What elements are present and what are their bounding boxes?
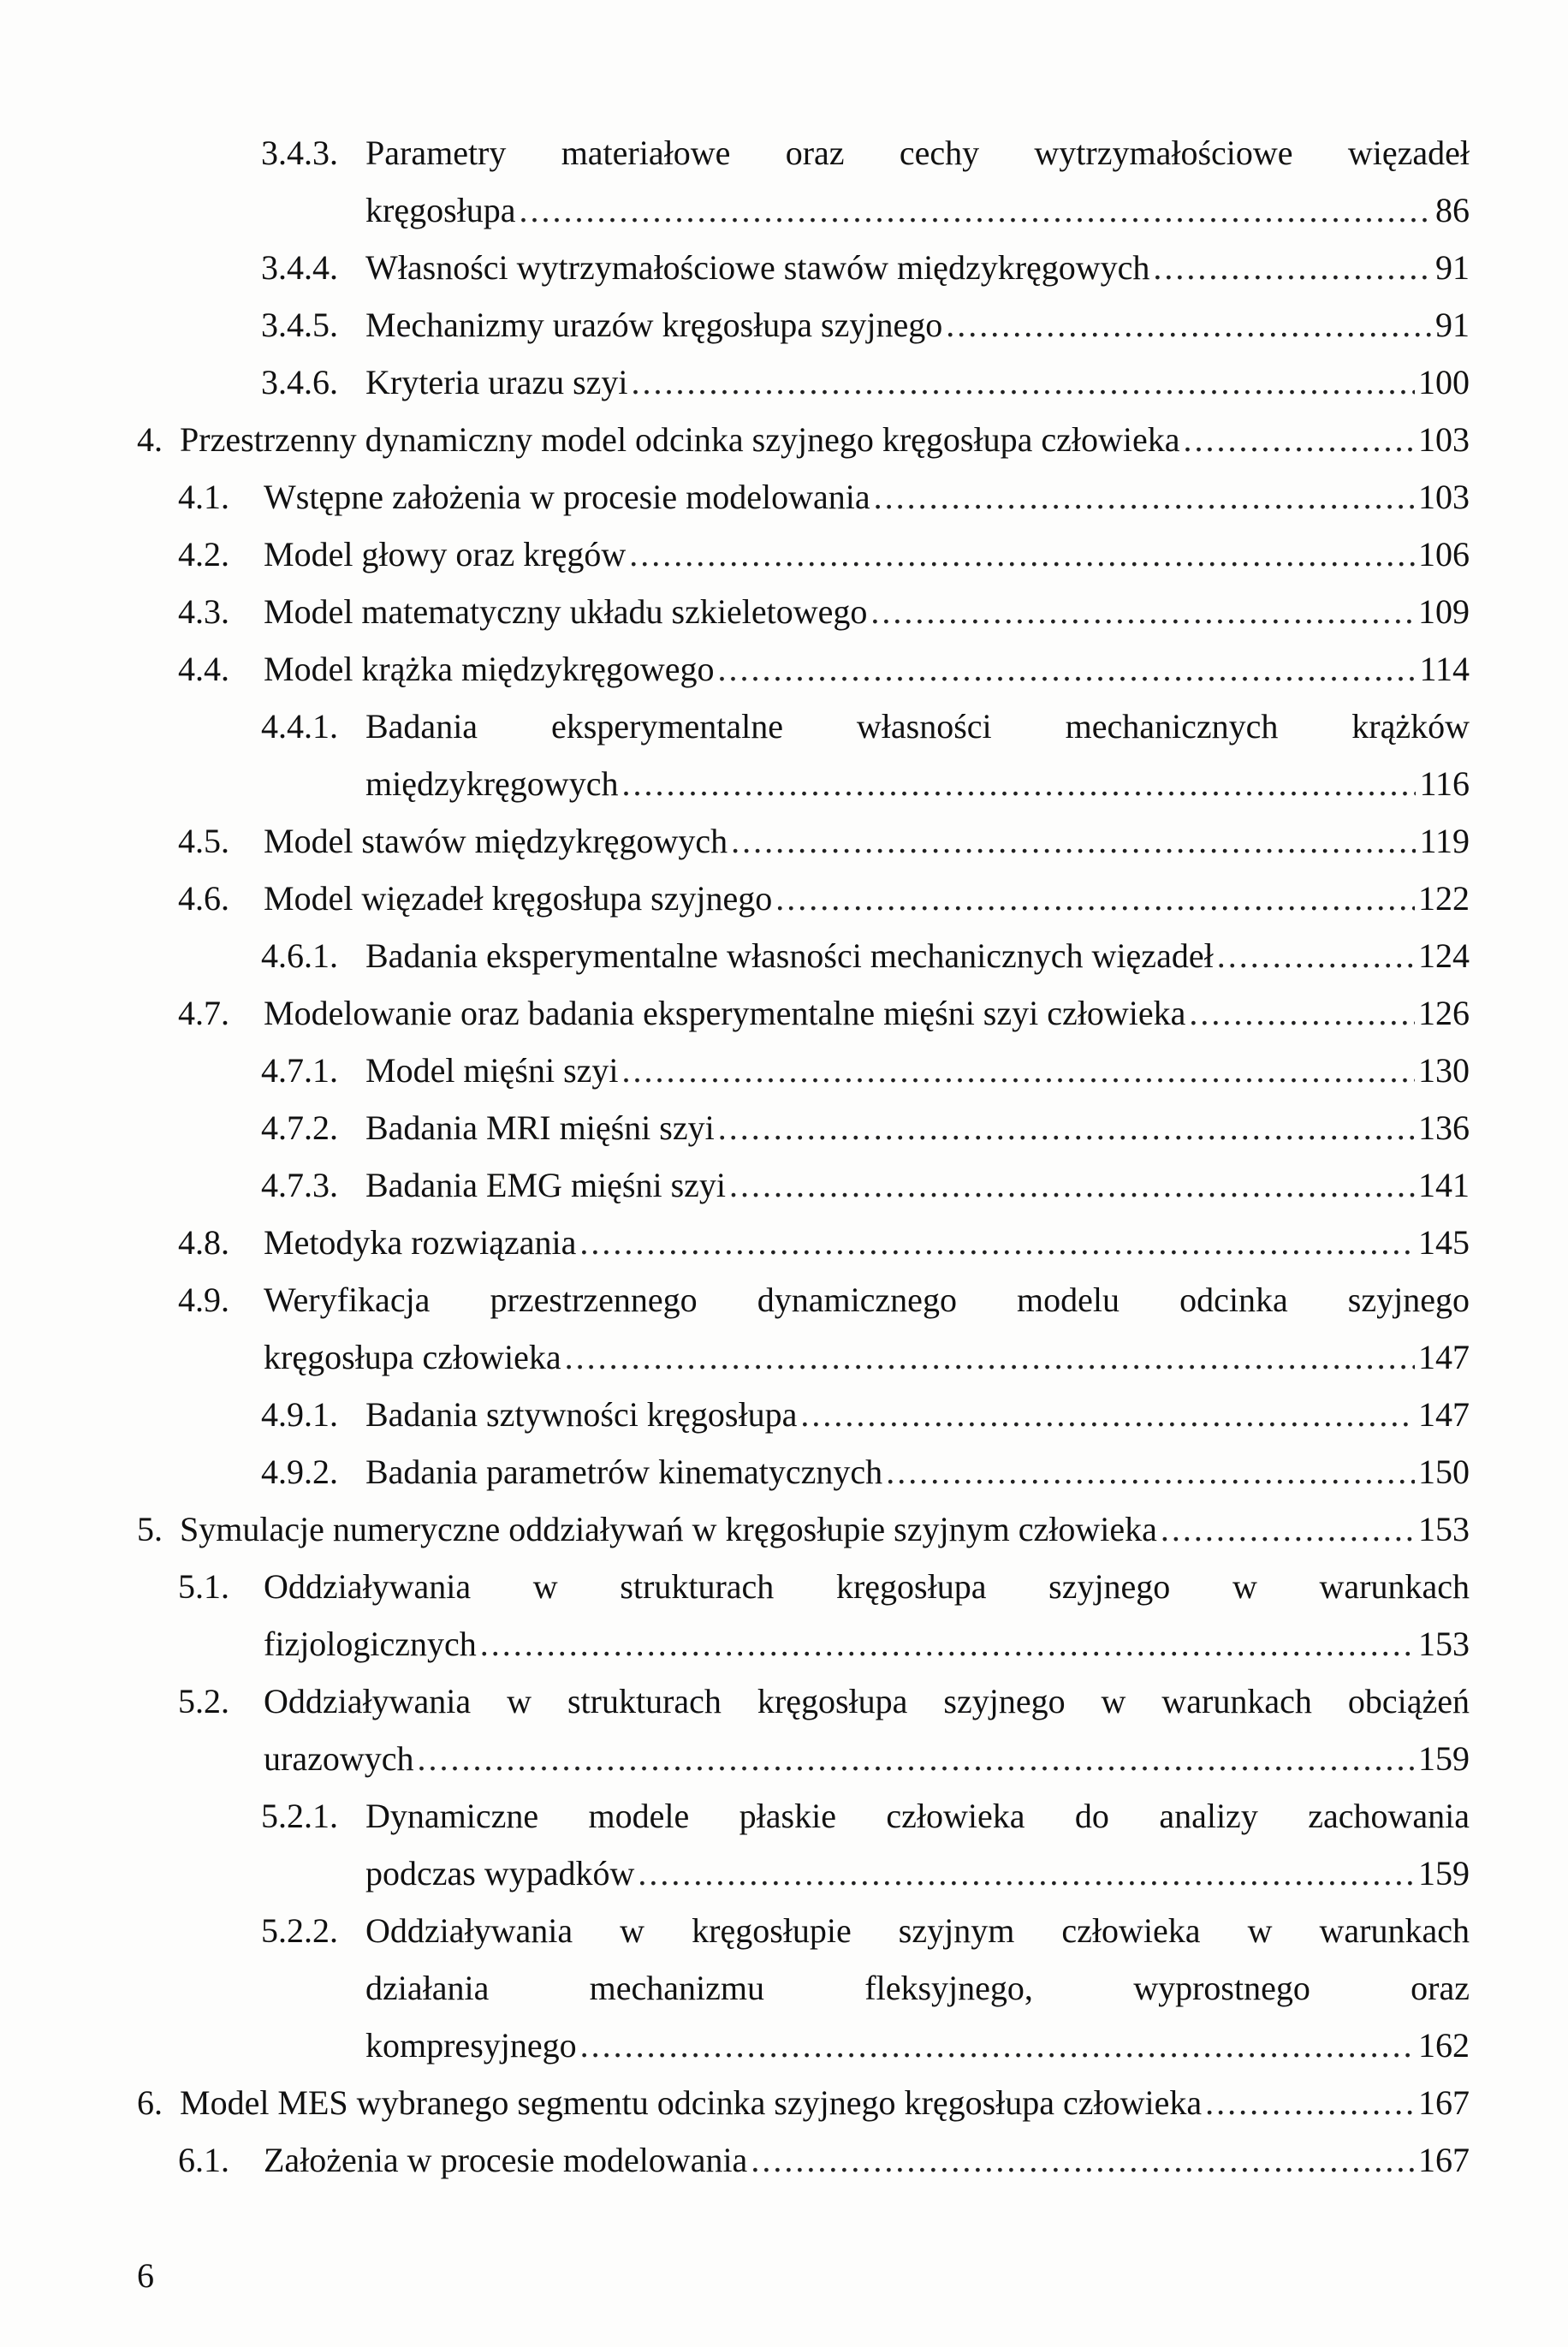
- toc-entry-page: 126: [1418, 994, 1470, 1032]
- toc-entry-last-line: [365, 1156, 1470, 1214]
- toc-entry-title: Model MES wybranego segmentu odcinka szyjnego kręgosłupa człowieka: [180, 2083, 1203, 2122]
- toc-entry-last-line: [365, 1443, 1470, 1500]
- dot-leader: [638, 1845, 1415, 1902]
- dot-leader: [1217, 927, 1415, 984]
- toc-entry-number: 4.4.: [178, 650, 229, 688]
- toc-entry-title-line: Oddziaływania w strukturach kręgosłupa szyjnego w warunkach: [264, 1567, 1470, 1606]
- toc-entry-title-line: Badania eksperymentalne własności mechanicznych krążków: [365, 707, 1470, 746]
- dot-leader: [874, 468, 1415, 526]
- toc-entry-last-line: [365, 296, 1470, 354]
- toc-entry-last-line: [180, 2074, 1470, 2131]
- toc-entry-title-line: działania mechanizmu fleksyjnego, wyprostnego oraz: [365, 1969, 1470, 2007]
- toc-entry-last-line: [264, 640, 1470, 698]
- dot-leader: [579, 1214, 1415, 1271]
- toc-entry-title: Model mięśni szyi: [365, 1051, 619, 1090]
- toc-entry-title: Założenia w procesie modelowania: [264, 2141, 748, 2179]
- toc-entry: [0, 1500, 1568, 1558]
- dot-leader: [417, 1730, 1415, 1787]
- toc-entry: [0, 1902, 1568, 2074]
- toc-entry: [0, 2074, 1568, 2131]
- toc-entry: [0, 1271, 1568, 1386]
- dot-leader: [1205, 2074, 1415, 2131]
- toc-entry-last-line: [180, 411, 1470, 468]
- toc-entry-title: urazowych: [264, 1739, 414, 1778]
- toc-entry-number: 4.3.: [178, 592, 229, 631]
- toc-entry-page: 100: [1418, 363, 1470, 401]
- toc-entry-page: 130: [1418, 1051, 1470, 1090]
- toc-entry-page: 153: [1418, 1625, 1470, 1663]
- dot-leader: [729, 1156, 1415, 1214]
- toc-entry: [0, 124, 1568, 239]
- toc-entry-title: Model stawów międzykręgowych: [264, 822, 728, 860]
- toc-entry-last-line: [264, 468, 1470, 526]
- toc-entry-title-line: Dynamiczne modele płaskie człowieka do analizy zachowania: [365, 1797, 1470, 1835]
- dot-leader: [946, 296, 1432, 354]
- toc-entry-page: 159: [1418, 1854, 1470, 1892]
- toc-entry-page: 103: [1418, 420, 1470, 459]
- toc-entry-number: 5.: [137, 1510, 163, 1548]
- toc-entry: [0, 296, 1568, 354]
- toc-entry: [0, 1214, 1568, 1271]
- toc-entry: [0, 1042, 1568, 1099]
- toc-entry: [0, 411, 1568, 468]
- dot-leader: [565, 1328, 1415, 1386]
- toc-entry-number: 4.: [137, 420, 163, 459]
- toc-entry: [0, 1558, 1568, 1673]
- toc-entry-title: podczas wypadków: [365, 1854, 635, 1892]
- toc-entry-number: 3.4.4.: [261, 248, 338, 287]
- toc-entry-title-line: Oddziaływania w strukturach kręgosłupa szyjnego w warunkach obciążeń: [264, 1682, 1470, 1720]
- toc-entry-number: 5.1.: [178, 1567, 229, 1606]
- toc-entry-title: Model matematyczny układu szkieletowego: [264, 592, 868, 631]
- toc-entry-number: 3.4.6.: [261, 363, 338, 401]
- dot-leader: [800, 1386, 1415, 1443]
- toc-entry-number: 3.4.5.: [261, 306, 338, 344]
- toc-entry-page: 162: [1418, 2026, 1470, 2065]
- dot-leader: [632, 354, 1415, 411]
- toc-entry-title: Model więzadeł kręgosłupa szyjnego: [264, 879, 773, 918]
- toc-entry-title: Model głowy oraz kręgów: [264, 535, 627, 573]
- toc-entry: [0, 526, 1568, 583]
- toc-entry-last-line: [264, 984, 1470, 1042]
- toc-entry: [0, 354, 1568, 411]
- dot-leader: [480, 1615, 1415, 1673]
- dot-leader: [1189, 984, 1415, 1042]
- toc-entry-title: Mechanizmy urazów kręgosłupa szyjnego: [365, 306, 943, 344]
- dot-leader: [621, 755, 1416, 812]
- toc-entry-page: 109: [1418, 592, 1470, 631]
- toc-entry-title: kręgosłupa: [365, 191, 516, 229]
- toc-entry-title: Przestrzenny dynamiczny model odcinka szyjnego kręgosłupa człowieka: [180, 420, 1180, 459]
- toc-entry-page: 136: [1418, 1108, 1470, 1147]
- toc-entry-last-line: [365, 755, 1470, 812]
- toc-entry-title: Badania EMG mięśni szyi: [365, 1166, 727, 1204]
- toc-entry-title: Wstępne założenia w procesie modelowania: [264, 478, 870, 516]
- toc-entry-page: 106: [1418, 535, 1470, 573]
- toc-entry-last-line: [365, 1042, 1470, 1099]
- toc-entry-number: 4.9.: [178, 1280, 229, 1319]
- toc-entry-number: 4.1.: [178, 478, 229, 516]
- toc-entry-last-line: [264, 1615, 1470, 1673]
- dot-leader: [1153, 239, 1432, 296]
- toc-entry-title: Kryteria urazu szyi: [365, 363, 628, 401]
- toc-entry-last-line: [264, 2131, 1470, 2189]
- toc-entry: [0, 984, 1568, 1042]
- toc-entry-last-line: [180, 1500, 1470, 1558]
- toc-entry-last-line: [365, 354, 1470, 411]
- toc-entry-page: 124: [1418, 936, 1470, 975]
- toc-entry-number: 4.7.1.: [261, 1051, 338, 1090]
- dot-leader: [775, 870, 1415, 927]
- toc-entry: [0, 583, 1568, 640]
- toc-entry-last-line: [264, 870, 1470, 927]
- toc-entry-number: 6.: [137, 2083, 163, 2122]
- dot-leader: [629, 526, 1415, 583]
- dot-leader: [1161, 1500, 1415, 1558]
- dot-leader: [731, 812, 1416, 870]
- toc-entry-last-line: [264, 1730, 1470, 1787]
- toc-entry: [0, 1099, 1568, 1156]
- table-of-contents: [0, 124, 1568, 2189]
- toc-entry-last-line: [365, 1386, 1470, 1443]
- toc-entry-page: 150: [1418, 1453, 1470, 1491]
- toc-entry-title: Metodyka rozwiązania: [264, 1223, 577, 1262]
- toc-entry-title: Badania eksperymentalne własności mechanicznych więzadeł: [365, 936, 1214, 975]
- toc-entry-number: 4.4.1.: [261, 707, 338, 746]
- dot-leader: [870, 583, 1415, 640]
- toc-entry-last-line: [264, 1328, 1470, 1386]
- toc-entry: [0, 698, 1568, 812]
- toc-entry-page: 86: [1435, 191, 1470, 229]
- toc-entry: [0, 1787, 1568, 1902]
- toc-entry-last-line: [365, 239, 1470, 296]
- toc-entry-title: Symulacje numeryczne oddziaływań w kręgosłupie szyjnym człowieka: [180, 1510, 1157, 1548]
- toc-entry-number: 5.2.: [178, 1682, 229, 1720]
- toc-entry-number: 4.9.2.: [261, 1453, 338, 1491]
- toc-entry-title: kompresyjnego: [365, 2026, 577, 2065]
- toc-entry-page: 116: [1419, 764, 1470, 803]
- toc-entry-last-line: [264, 1214, 1470, 1271]
- toc-entry: [0, 1386, 1568, 1443]
- toc-entry-page: 91: [1435, 248, 1470, 287]
- toc-entry-last-line: [365, 1099, 1470, 1156]
- toc-entry-last-line: [365, 2017, 1470, 2074]
- page-number: 6: [137, 2256, 154, 2295]
- toc-entry-page: 167: [1418, 2141, 1470, 2179]
- toc-entry-last-line: [264, 526, 1470, 583]
- toc-entry-title: kręgosłupa człowieka: [264, 1338, 561, 1376]
- toc-entry-title: Badania sztywności kręgosłupa: [365, 1395, 798, 1434]
- toc-entry-number: 4.6.: [178, 879, 229, 918]
- toc-entry-last-line: [365, 927, 1470, 984]
- toc-entry-page: 147: [1418, 1395, 1470, 1434]
- toc-entry-number: 4.5.: [178, 822, 229, 860]
- toc-entry-page: 141: [1418, 1166, 1470, 1204]
- dot-leader: [520, 181, 1432, 239]
- dot-leader: [1184, 411, 1416, 468]
- toc-entry-page: 91: [1435, 306, 1470, 344]
- toc-entry-page: 145: [1418, 1223, 1470, 1262]
- toc-entry: [0, 927, 1568, 984]
- toc-entry-page: 119: [1419, 822, 1470, 860]
- dot-leader: [580, 2017, 1415, 2074]
- toc-entry-title-line: Parametry materiałowe oraz cechy wytrzymałościowe więzadeł: [365, 134, 1470, 172]
- dot-leader: [751, 2131, 1415, 2189]
- toc-entry-page: 147: [1418, 1338, 1470, 1376]
- dot-leader: [886, 1443, 1415, 1500]
- toc-entry-title: Modelowanie oraz badania eksperymentalne mięśni szyi człowieka: [264, 994, 1186, 1032]
- toc-entry-number: 5.2.2.: [261, 1911, 338, 1950]
- dot-leader: [717, 640, 1416, 698]
- toc-entry-number: 4.7.3.: [261, 1166, 338, 1204]
- toc-entry: [0, 468, 1568, 526]
- dot-leader: [622, 1042, 1415, 1099]
- toc-entry-number: 4.2.: [178, 535, 229, 573]
- toc-entry-number: 4.6.1.: [261, 936, 338, 975]
- toc-entry-page: 153: [1418, 1510, 1470, 1548]
- toc-entry-title: Model krążka międzykręgowego: [264, 650, 715, 688]
- toc-entry-page: 159: [1418, 1739, 1470, 1778]
- toc-entry: [0, 2131, 1568, 2189]
- dot-leader: [718, 1099, 1415, 1156]
- toc-entry: [0, 1673, 1568, 1787]
- toc-entry-number: 5.2.1.: [261, 1797, 338, 1835]
- toc-entry-page: 103: [1418, 478, 1470, 516]
- toc-entry: [0, 640, 1568, 698]
- toc-entry-title: międzykręgowych: [365, 764, 619, 803]
- toc-entry-number: 4.8.: [178, 1223, 229, 1262]
- toc-entry-page: 122: [1418, 879, 1470, 918]
- toc-entry-title: Badania MRI mięśni szyi: [365, 1108, 715, 1147]
- toc-entry-page: 114: [1419, 650, 1470, 688]
- toc-entry-page: 167: [1418, 2083, 1470, 2122]
- toc-entry-last-line: [365, 181, 1470, 239]
- toc-entry-title: Badania parametrów kinematycznych: [365, 1453, 883, 1491]
- toc-entry-title: Własności wytrzymałościowe stawów międzykręgowych: [365, 248, 1150, 287]
- toc-entry: [0, 1443, 1568, 1500]
- toc-entry-last-line: [264, 812, 1470, 870]
- toc-entry: [0, 812, 1568, 870]
- toc-entry-last-line: [365, 1845, 1470, 1902]
- toc-entry-title-line: Oddziaływania w kręgosłupie szyjnym człowieka w warunkach: [365, 1911, 1470, 1950]
- toc-entry-number: 4.7.: [178, 994, 229, 1032]
- toc-entry-number: 4.9.1.: [261, 1395, 338, 1434]
- toc-entry: [0, 1156, 1568, 1214]
- toc-entry-last-line: [264, 583, 1470, 640]
- toc-entry: [0, 239, 1568, 296]
- toc-entry-number: 3.4.3.: [261, 134, 338, 172]
- toc-entry: [0, 870, 1568, 927]
- toc-entry-number: 6.1.: [178, 2141, 229, 2179]
- toc-entry-number: 4.7.2.: [261, 1108, 338, 1147]
- toc-entry-title: fizjologicznych: [264, 1625, 477, 1663]
- toc-entry-title-line: Weryfikacja przestrzennego dynamicznego modelu odcinka szyjnego: [264, 1280, 1470, 1319]
